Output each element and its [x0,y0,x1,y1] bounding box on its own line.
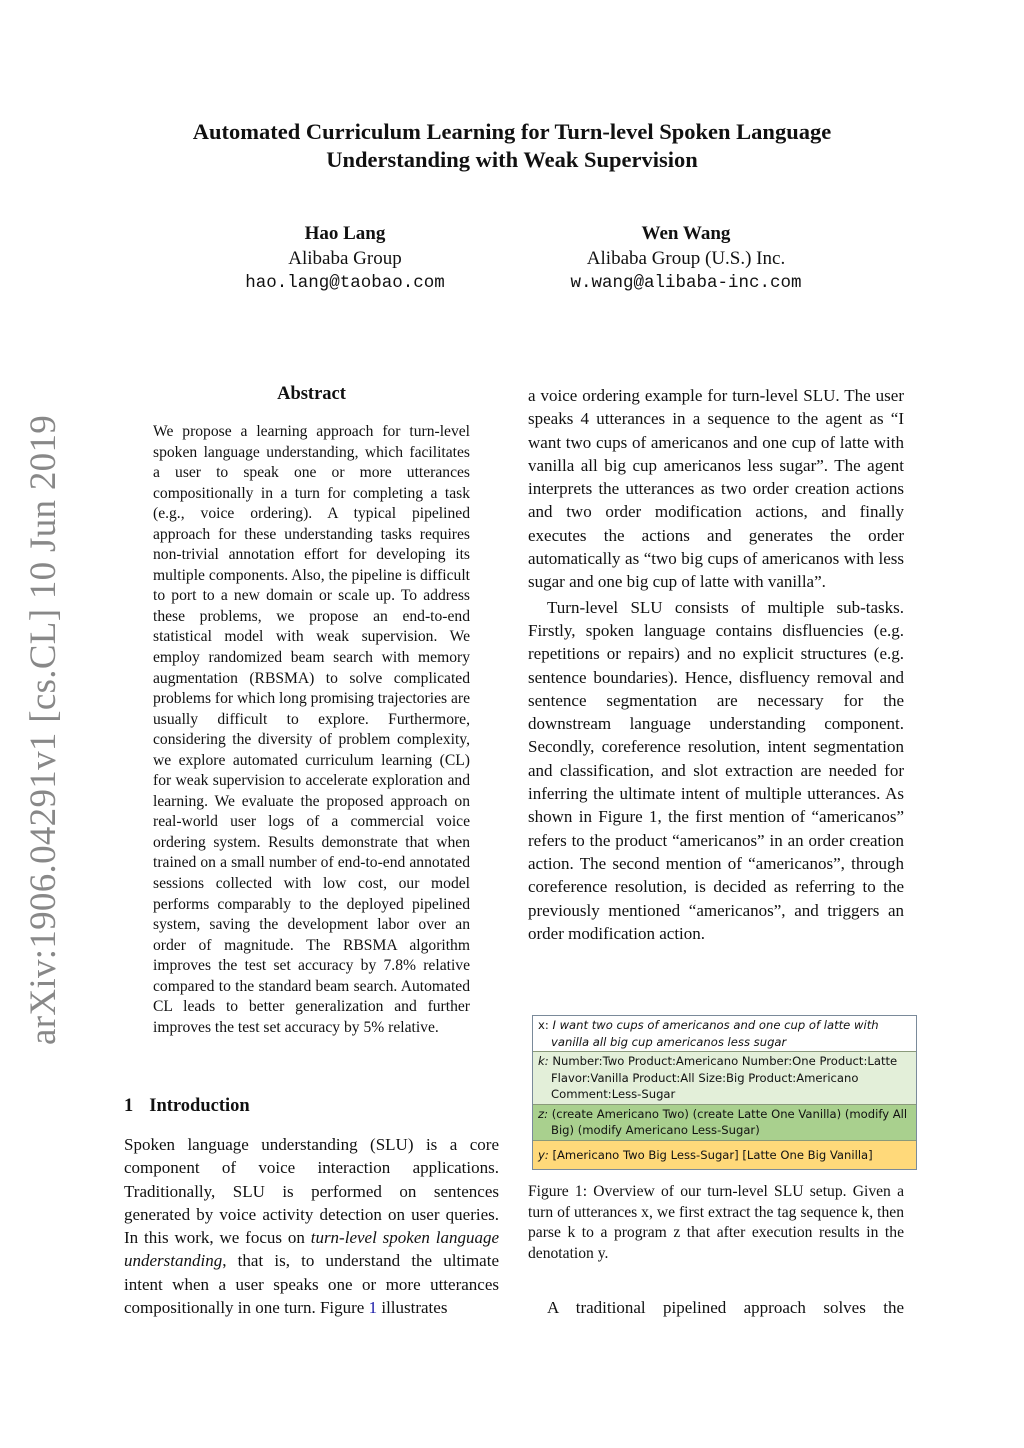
paper-title: Automated Curriculum Learning for Turn-level Spoken Language Understanding with Weak Supervision [192,119,832,172]
author-2: Wen Wang Alibaba Group (U.S.) Inc. w.wang@alibaba-inc.com [570,223,802,293]
figure-row-z: z: (create Americano Two) (create Latte One Vanilla) (modify All Big) (modify Americano Less-Sugar) [533,1105,916,1141]
right-column-last-line: A traditional pipelined approach solves the [547,1298,904,1317]
author-1: Hao Lang Alibaba Group hao.lang@taobao.com [245,223,445,293]
section-heading: 1 Introduction [124,1096,250,1116]
figure-row-x: x: I want two cups of americanos and one cup of latte with vanilla all big cup americanos less sugar [533,1016,916,1052]
figure-caption: Figure 1: Overview of our turn-level SLU setup. Given a turn of utterances x, we first extract the tag sequence k, then parse k to a program z that after execution results in the denotation y. [528,1183,904,1262]
intro-paragraph: Spoken language understanding (SLU) is a core component of voice interaction applications. Traditionally, SLU is performed on sentences generated by voice activity detection on user queries. In this work, we focus on turn-level spoken language understanding, that is, to understand the ultimate intent when a user speaks one or more utterances compositionally in one turn. Figure 1 illustrates [124,1135,499,1318]
abstract-text: We propose a learning approach for turn-level spoken language understanding, which facilitates a user to speak one or more utterances compositionally in a turn for completing a task (e.g., voice ordering). A typical pipelined approach for these understanding tasks requires non-trivial annotation effort for developing its multiple components. Also, the pipeline is difficult to port to a new domain or scale up. To address these problems, we propose an end-to-end statistical model with weak supervision. We employ randomized beam search with memory augmentation (RBSMA) to solve complicated problems for which long promising trajectories are usually difficult to explore. Furthermore, considering the diversity of problem complexity, we explore automated curriculum learning (CL) for weak supervision to accelerate exploration and learning. We evaluate the proposed approach on real-world user logs of a commercial voice ordering system. Results demonstrate that when trained on a small number of end-to-end annotated sessions collected with low cost, our model performs comparably to the deployed pipelined system, saving the development labor over an order of magnitude. The RBSMA algorithm improves the test set accuracy by 7.8% relative compared to the standard beam search. Automated CL leads to better generalization and further improves the test set accuracy by 5% relative. [153,423,470,1036]
right-column-text: a voice ordering example for turn-level SLU. The user speaks 4 utterances in a sequence to the agent as “I want two cups of americanos and one cup of latte with vanilla all big cup americanos less sugar”. The agent interprets the utterances as two order creation actions and two order modification actions, and finally executes the actions and generates the order automatically as “two big cups of americanos with less sugar and one big cup of latte with vanilla”. Turn-level SLU consists of multiple sub-tasks. Firstly, spoken language contains disfluencies (e.g. repetitions or repairs) and no explicit structures (e.g. sentence boundaries). Hence, disfluency removal and sentence segmentation are necessary for the downstream language understanding component. Secondly, coreference resolution, intent segmentation and classification, and slot extraction are needed for inferring the ultimate intent of multiple utterances. As shown in Figure 1, the first mention of “americanos” refers to the product “americanos” in an order creation action. The second mention of “americanos”, through coreference resolution, is decided as referring to the previously mentioned “americanos”, and triggers an order modification action. [528,386,904,943]
abstract-heading: Abstract [277,384,346,404]
figure-row-y: y: [Americano Two Big Less-Sugar] [Latte One Big Vanilla] [533,1141,916,1170]
figure-row-k: k: Number:Two Product:Americano Number:One Product:Latte Flavor:Vanilla Product:All Size:Big Product:Americano Comment:Less-Sugar [533,1052,916,1105]
figure-ref-link[interactable]: 1 [368,1298,378,1318]
arxiv-stamp: arXiv:1906.04291v1 [cs.CL] 10 Jun 2019 [23,414,64,1045]
figure-1 [532,1015,917,1170]
